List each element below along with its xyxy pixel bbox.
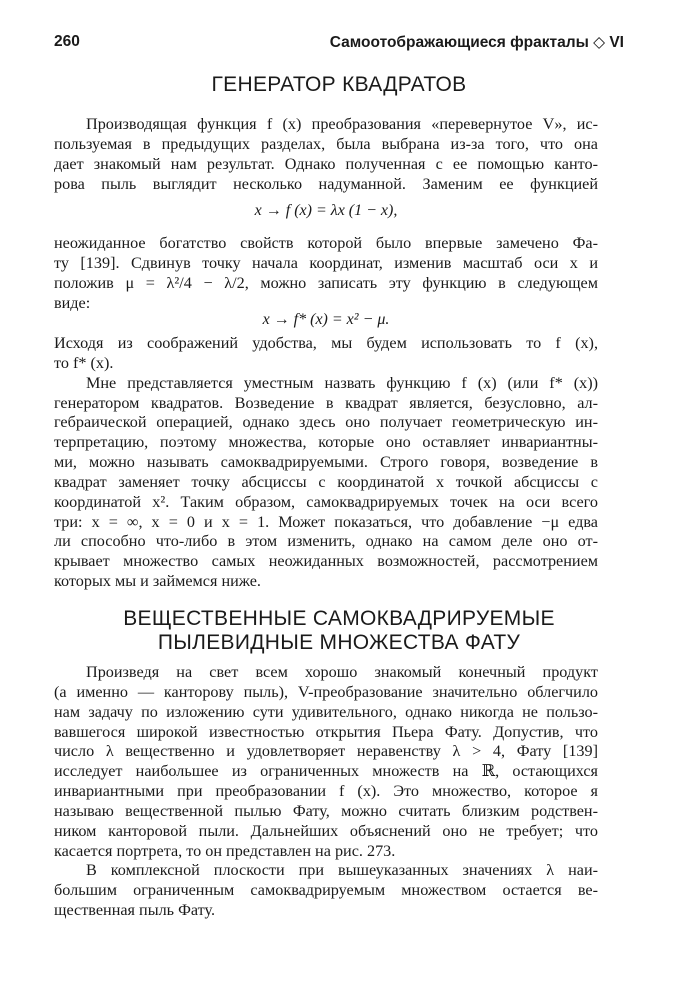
text-line: называю вещественной пылью Фату, можно считать близким родствен- bbox=[54, 801, 598, 820]
formula-logistic-map bbox=[54, 196, 598, 226]
text-line: большим ограниченным самоквадрируемым множеством остается ве- bbox=[54, 880, 598, 899]
text-line: щественная пыль Фату. bbox=[54, 900, 216, 919]
text-line: координатой x². Таким образом, самоквадрируемых точек на оси всего bbox=[54, 492, 598, 511]
text-line: В комплексной плоскости при вышеуказанных значениях λ наи- bbox=[86, 861, 598, 879]
text-line: ли способно что-либо в этом изменить, однако на самом деле оно от- bbox=[54, 532, 598, 551]
text-line: генератором квадратов. Возведение в квадрат является, безусловно, ал- bbox=[54, 393, 598, 412]
text-line: вавшегося широкой известностью открытия Пьера Фату. Допустив, что bbox=[54, 722, 598, 741]
text-line: рова пыль выглядит несколько надуманной. Заменим ее функцией bbox=[54, 174, 598, 193]
text-line: которых мы и займемся ниже. bbox=[54, 572, 261, 591]
text-line: дает знакомый нам результат. Однако полученная с ее помощью канто- bbox=[54, 154, 598, 173]
text-line: пользуемая в предыдущих разделах, была выбрана из-за того, что она bbox=[54, 134, 598, 153]
text-line: гебраической операцией, однако здесь оно получает геометрическую ин- bbox=[54, 413, 598, 432]
section-title-fatou-line1: ВЕЩЕСТВЕННЫЕ САМОКВАДРИРУЕМЫЕ bbox=[123, 607, 555, 630]
text-line: исследует наибольшее из ограниченных множеств на ℝ, остающихся bbox=[54, 762, 598, 781]
text-line: Производящая функция f (x) преобразования «перевернутое V», ис- bbox=[86, 115, 598, 133]
text-line: Произведя на свет всем хорошо знакомый конечный продукт bbox=[86, 663, 598, 681]
text-line: неожиданное богатство свойств которой было впервые замечено Фа- bbox=[54, 234, 598, 252]
formula-text: x → f* (x) = x² − μ. bbox=[262, 311, 390, 328]
paragraph-complex-plane bbox=[54, 861, 598, 921]
text-line: число λ вещественно и удовлетворяет неравенству λ > 4, Фату [139] bbox=[54, 742, 598, 761]
text-line: инвариантными при преобразовании f (x). Это множество, которое я bbox=[54, 782, 598, 801]
paragraph-intro bbox=[54, 115, 598, 194]
text-line: нам задачу по изложению сути удивительного, однако никогда не пользо- bbox=[54, 702, 598, 721]
text-line: ту [139]. Сдвинув точку начала координат, изменив масштаб оси x и bbox=[54, 253, 598, 272]
text-line: то f* (x). bbox=[54, 353, 114, 372]
section-title-fatou-line2: ПЫЛЕВИДНЫЕ МНОЖЕСТВА ФАТУ bbox=[157, 631, 521, 654]
paragraph-square-generator bbox=[54, 334, 598, 592]
text-line: терпретацию, поэтому множества, которые оно оставляет инвариантны- bbox=[54, 433, 598, 452]
text-line: ником канторовой пыли. Дальнейших объяснений оно не требует; что bbox=[54, 821, 598, 840]
formula-text: x → f (x) = λx (1 − x), bbox=[254, 202, 398, 219]
text-line: (а именно — канторову пыль), V-преобразование значительно облегчило bbox=[54, 682, 598, 701]
formula-quadratic-map bbox=[54, 305, 598, 335]
text-line: виде: bbox=[54, 293, 91, 312]
running-title: Самоотображающиеся фракталы ◇ VI bbox=[329, 34, 624, 51]
page-number: 260 bbox=[54, 33, 80, 50]
paragraph-fatou-property bbox=[54, 234, 598, 313]
text-line: крывает множество самых неожиданных возможностей, рассмотрением bbox=[54, 552, 598, 571]
text-line: Исходя из соображений удобства, мы будем использовать то f (x), bbox=[54, 334, 598, 352]
text-line: Мне представляется уместным назвать функцию f (x) (или f* (x)) bbox=[86, 373, 598, 392]
text-line: три: x = ∞, x = 0 и x = 1. Может показаться, что добавление −μ едва bbox=[54, 512, 598, 531]
text-line: положив μ = λ²/4 − λ/2, можно записать эту функцию в следующем bbox=[54, 273, 598, 292]
text-line: ми, можно называть самоквадрируемыми. Строго говоря, возведение в bbox=[54, 453, 598, 472]
paragraph-fatou-dust bbox=[54, 663, 598, 861]
text-line: квадрат заменяет точку абсциссы с координатой x точкой абсциссы с bbox=[54, 472, 598, 491]
section-title-square-generator: ГЕНЕРАТОР КВАДРАТОВ bbox=[211, 73, 467, 96]
text-line: касается портрета, то он представлен на рис. 273. bbox=[54, 841, 396, 860]
running-header bbox=[54, 33, 624, 55]
